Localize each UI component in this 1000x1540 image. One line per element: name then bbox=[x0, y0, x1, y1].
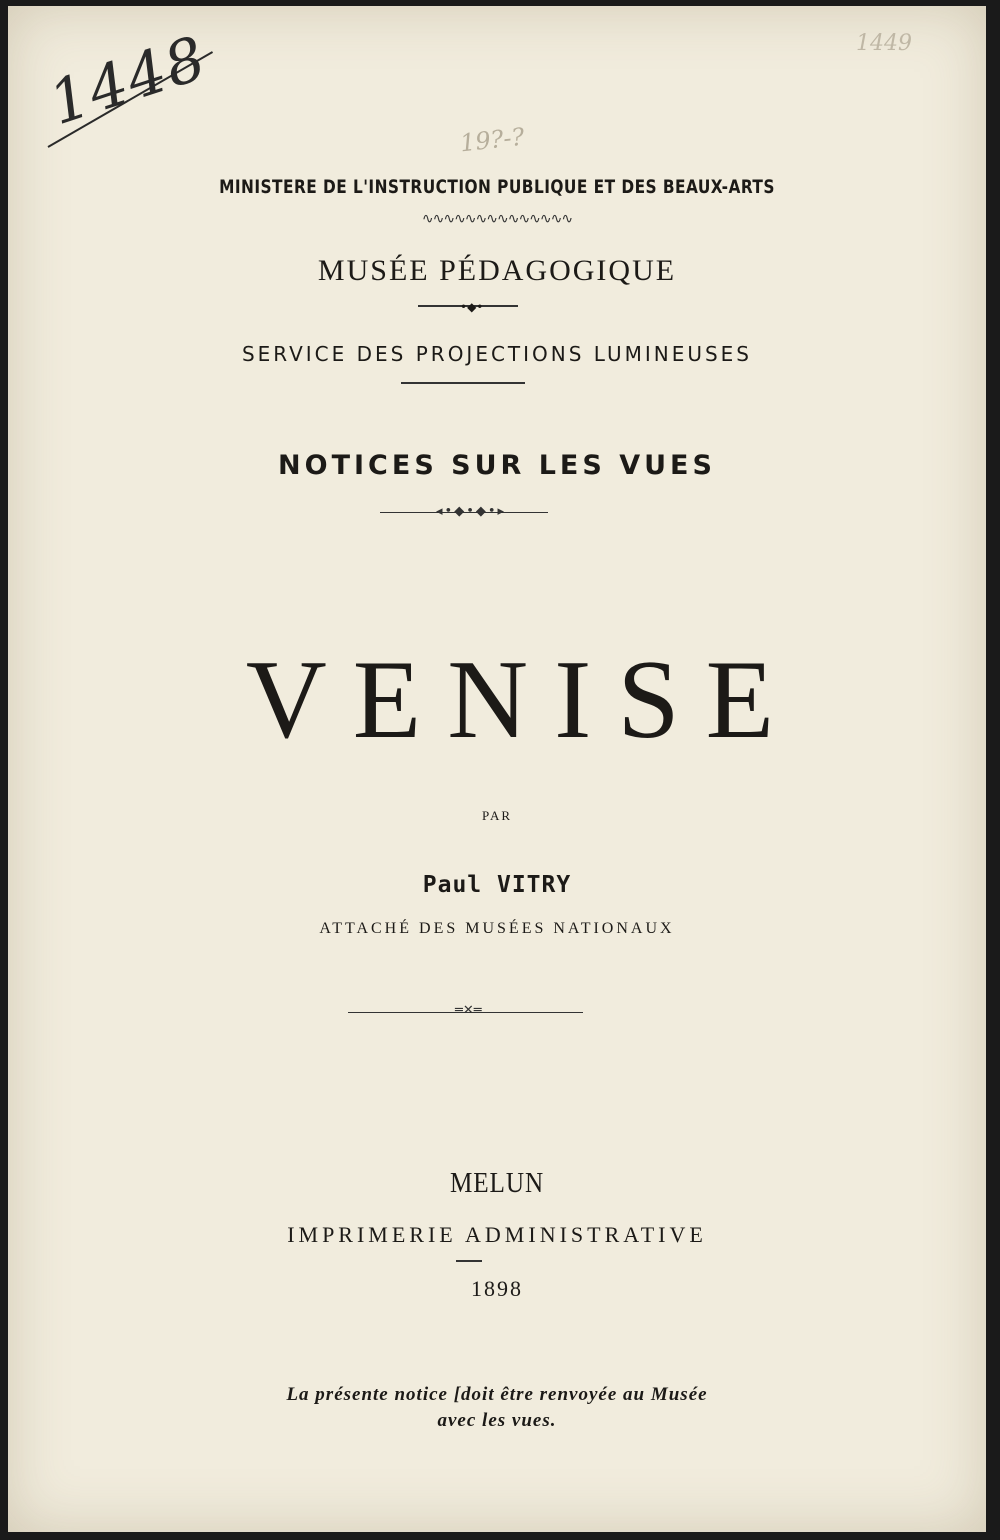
scan-edge bbox=[986, 0, 1000, 1540]
service-heading: SERVICE DES PROJECTIONS LUMINEUSES bbox=[241, 342, 753, 366]
short-rule bbox=[456, 1260, 482, 1262]
printer-name: IMPRIMERIE ADMINISTRATIVE bbox=[287, 1222, 707, 1247]
return-notice-line-2: avec les vues. bbox=[437, 1410, 557, 1431]
by-label: PAR bbox=[481, 808, 513, 823]
pencil-note-corner: 1449 bbox=[856, 31, 912, 56]
author-name: Paul VITRY bbox=[422, 872, 572, 898]
handwritten-catalog-number: 1448 bbox=[41, 22, 216, 140]
return-notice bbox=[8, 1382, 986, 1434]
author-title: ATTACHÉ DES MUSÉES NATIONAUX bbox=[319, 920, 675, 937]
wavy-divider: ∿∿∿∿∿∿∿∿∿∿∿∿∿∿ bbox=[421, 211, 573, 227]
pencil-note: 19?-? bbox=[458, 122, 526, 158]
main-title: VENISE bbox=[245, 638, 801, 762]
museum-heading: MUSÉE PÉDAGOGIQUE bbox=[317, 254, 677, 287]
ornament-flourish: ◂•◆•◆•▸ bbox=[436, 504, 507, 519]
ornament-dot: •◆• bbox=[460, 300, 484, 314]
return-notice-line-1: La présente notice [doit être renvoyée au Musée bbox=[286, 1384, 708, 1405]
publication-year: 1898 bbox=[471, 1276, 523, 1301]
ornament-cross: ═✕═ bbox=[455, 1003, 482, 1018]
document-cover-page bbox=[8, 6, 986, 1532]
divider-rule bbox=[401, 382, 525, 384]
publication-city: MELUN bbox=[449, 1168, 545, 1199]
ministry-heading: MINISTERE DE L'INSTRUCTION PUBLIQUE ET DES BEAUX-ARTS bbox=[219, 176, 775, 198]
series-title: NOTICES SUR LES VUES bbox=[278, 450, 716, 481]
